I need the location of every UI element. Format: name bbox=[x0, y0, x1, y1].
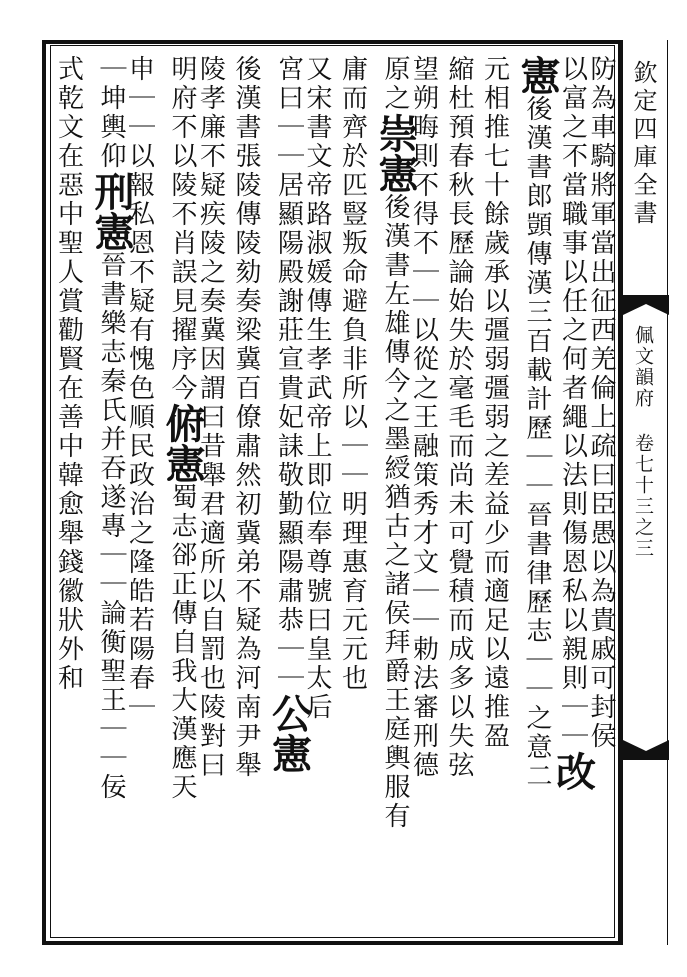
text-segment: 順民政治之隆皓若陽春｜ bbox=[124, 403, 155, 722]
text-column bbox=[514, 55, 561, 791]
headword: 崇憲 bbox=[372, 113, 419, 193]
headword: 俯憲 bbox=[159, 403, 206, 483]
text-segment: 原之 bbox=[380, 55, 410, 113]
text-segment: 在惡中聖人賞勸賢在善中韓愈舉錢徽狀外和 bbox=[53, 142, 84, 693]
text-column bbox=[337, 55, 368, 693]
text-column bbox=[159, 55, 206, 802]
fish-tail-mark-upper bbox=[623, 295, 669, 315]
text-segment: 宮曰｜｜居顯陽殿謝莊宣貴妃誄敬勤顯陽肅恭｜｜ bbox=[273, 55, 304, 693]
headword: 改 bbox=[549, 751, 597, 791]
text-column bbox=[88, 55, 135, 802]
text-segment: ｜坤輿仰 bbox=[96, 55, 126, 171]
text-column bbox=[549, 55, 597, 791]
text-segment: 縮杜預春秋長歷論始失於毫毛而尚未可覺積而成多以失弦 bbox=[444, 55, 474, 780]
text-segment: 明府不以陵不肖誤見擢序今 bbox=[167, 55, 197, 403]
headword: 刑憲 bbox=[88, 171, 135, 251]
text-segment: 元相推七十餘歲承以彊弱彊弱之差益少而適足以遠推盈 bbox=[479, 55, 510, 751]
text-segment: 申｜｜以報私恩不疑有愧色 bbox=[124, 55, 155, 403]
headword: 公憲 bbox=[265, 693, 313, 773]
text-column bbox=[479, 55, 510, 751]
text-column bbox=[265, 55, 313, 773]
text-segment: 後漢書郎顗傳漢三百載計歷｜｜晉書律歷志｜｜之意二 bbox=[522, 95, 552, 791]
text-segment: 式乾文 bbox=[53, 55, 84, 142]
text-segment: 蜀志郤正傳自我大漢應天 bbox=[167, 483, 197, 802]
text-segment: 望朔晦則不得不｜｜以從之王融策秀才文｜｜勅法審刑德 bbox=[408, 55, 439, 780]
text-segment: 又宋書文帝路淑媛傳生孝武帝上即位奉尊號曰皇太后 bbox=[302, 55, 332, 722]
text-column bbox=[446, 55, 472, 780]
text-segment: 晉書樂志秦氏并吞遂專｜｜論衡聖王｜｜佞 bbox=[96, 251, 126, 802]
text-segment: 後漢書張陵傳陵劾奏梁冀百僚肅然初冀弟不疑為河南尹舉 bbox=[231, 55, 261, 780]
text-segment: 以富之不當職事以任之何者繩以法則傷恩私以親則｜｜ bbox=[557, 55, 588, 751]
text-column bbox=[372, 55, 419, 831]
text-segment: 防為車騎將軍當出征西羌倫上疏曰臣愚以為貴戚可封侯 bbox=[586, 55, 616, 751]
headword: 憲 bbox=[514, 55, 561, 95]
volume-label: 佩文韻府 卷七十三之三 bbox=[632, 325, 654, 559]
collection-title: 欽定四庫全書 bbox=[629, 60, 657, 228]
text-segment: 庸而齊於匹豎叛命避負非所以｜｜明理惠育元元也 bbox=[337, 55, 368, 693]
text-column bbox=[53, 55, 84, 693]
fish-tail-mark-lower bbox=[623, 740, 669, 760]
text-segment: 後漢書左雄傳今之墨綬猶古之諸侯拜爵王庭輿服有 bbox=[380, 193, 410, 831]
text-segment: 陵孝廉不疑疾陵之奏冀因謂曰昔舉君適所以自罰也陵對曰 bbox=[195, 55, 226, 780]
text-column bbox=[233, 55, 259, 780]
banxin-margin bbox=[622, 40, 668, 945]
